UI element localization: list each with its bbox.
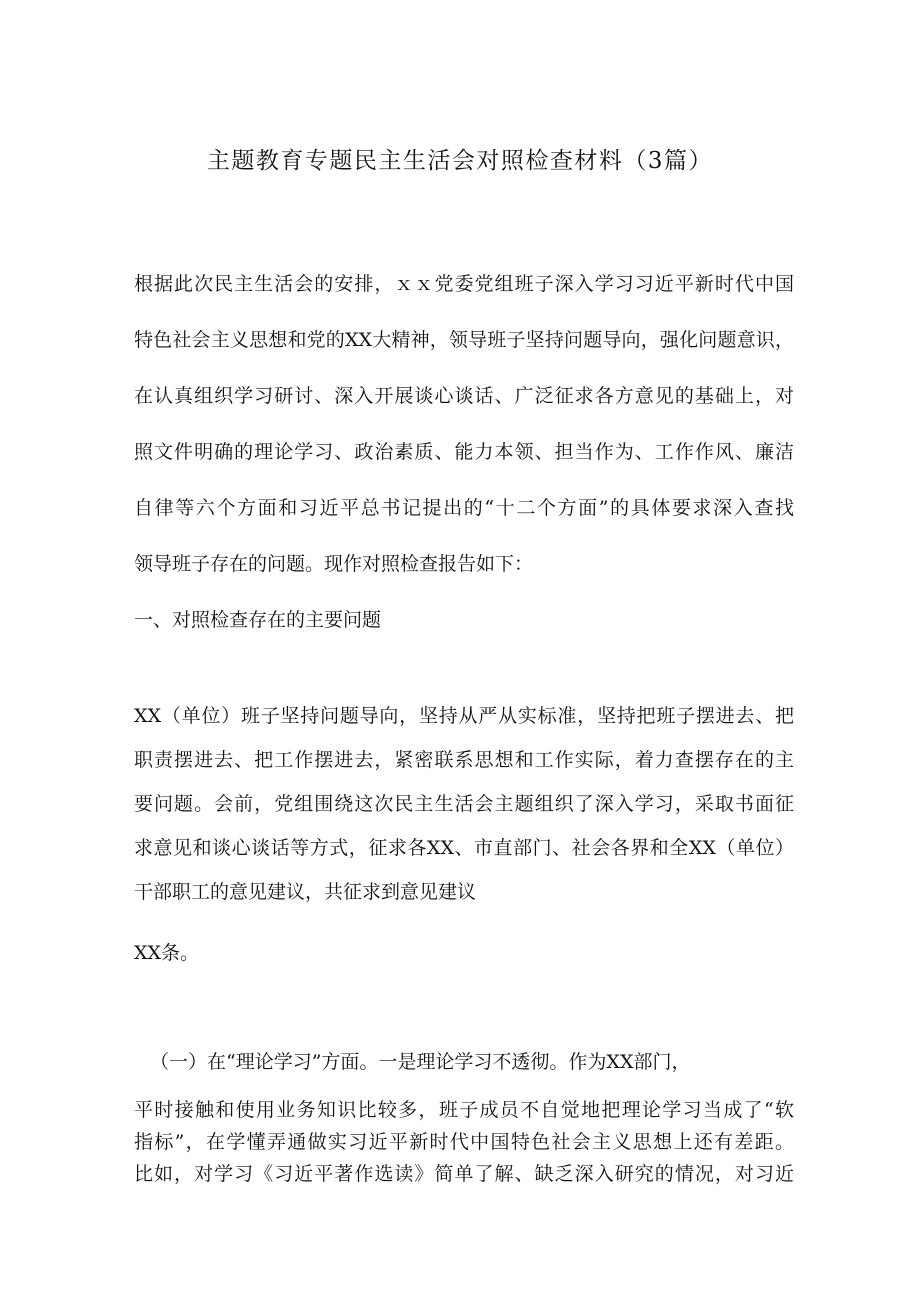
body-line: XX（单位）班子坚持问题导向，坚持从严从实标准，坚持把班子摆进去、把 xyxy=(134,705,794,727)
body-line: 求意见和谈心谈话等方式，征求各XX、市直部门、社会各界和全XX（单位） xyxy=(134,837,794,859)
intro-line: 在认真组织学习研讨、深入开展谈心谈话、广泛征求各方意见的基础上，对 xyxy=(134,385,794,407)
body-line: 平时接触和使用业务知识比较多，班子成员不自觉地把理论学习当成了“软 xyxy=(134,1099,794,1121)
intro-line: 特色社会主义思想和党的XX大精神，领导班子坚持问题导向，强化问题意识， xyxy=(134,329,794,351)
intro-line: 领导班子存在的问题。现作对照检查报告如下： xyxy=(134,553,534,575)
section-body-tail xyxy=(134,937,794,969)
intro-line: 自律等六个方面和习近平总书记提出的“十二个方面”的具体要求深入查找 xyxy=(134,497,794,519)
intro-line: 根据此次民主生活会的安排，ｘｘ党委党组班子深入学习习近平新时代中国 xyxy=(134,273,794,295)
intro-line: 照文件明确的理论学习、政治素质、能力本领、担当作为、工作作风、廉洁 xyxy=(134,441,794,463)
section-body-paragraph xyxy=(134,700,794,920)
body-line: 要问题。会前，党组围绕这次民主生活会主题组织了深入学习，采取书面征 xyxy=(134,793,794,815)
subsection-heading-text: （一）在“理论学习”方面。一是理论学习不透彻。作为XX部门， xyxy=(150,1051,691,1073)
section-heading xyxy=(134,604,794,636)
body-line: 职责摆进去、把工作摆进去，紧密联系思想和工作实际，着力查摆存在的主 xyxy=(134,749,794,771)
subsection-body-paragraph xyxy=(134,1094,794,1190)
body-line: 比如，对学习《习近平著作选读》简单了解、缺乏深入研究的情况，对习近 xyxy=(134,1163,794,1185)
intro-paragraph xyxy=(134,268,794,604)
subsection-heading xyxy=(150,1046,790,1078)
body-line: 干部职工的意见建议，共征求到意见建议 xyxy=(134,881,477,903)
section-heading-text: 一、对照检查存在的主要问题 xyxy=(134,609,382,631)
body-line: 指标”，在学懂弄通做实习近平新时代中国特色社会主义思想上还有差距。 xyxy=(134,1131,794,1153)
document-title: 主题教育专题民主生活会对照检查材料（3篇） xyxy=(206,148,714,174)
body-line: XX条。 xyxy=(134,942,200,964)
